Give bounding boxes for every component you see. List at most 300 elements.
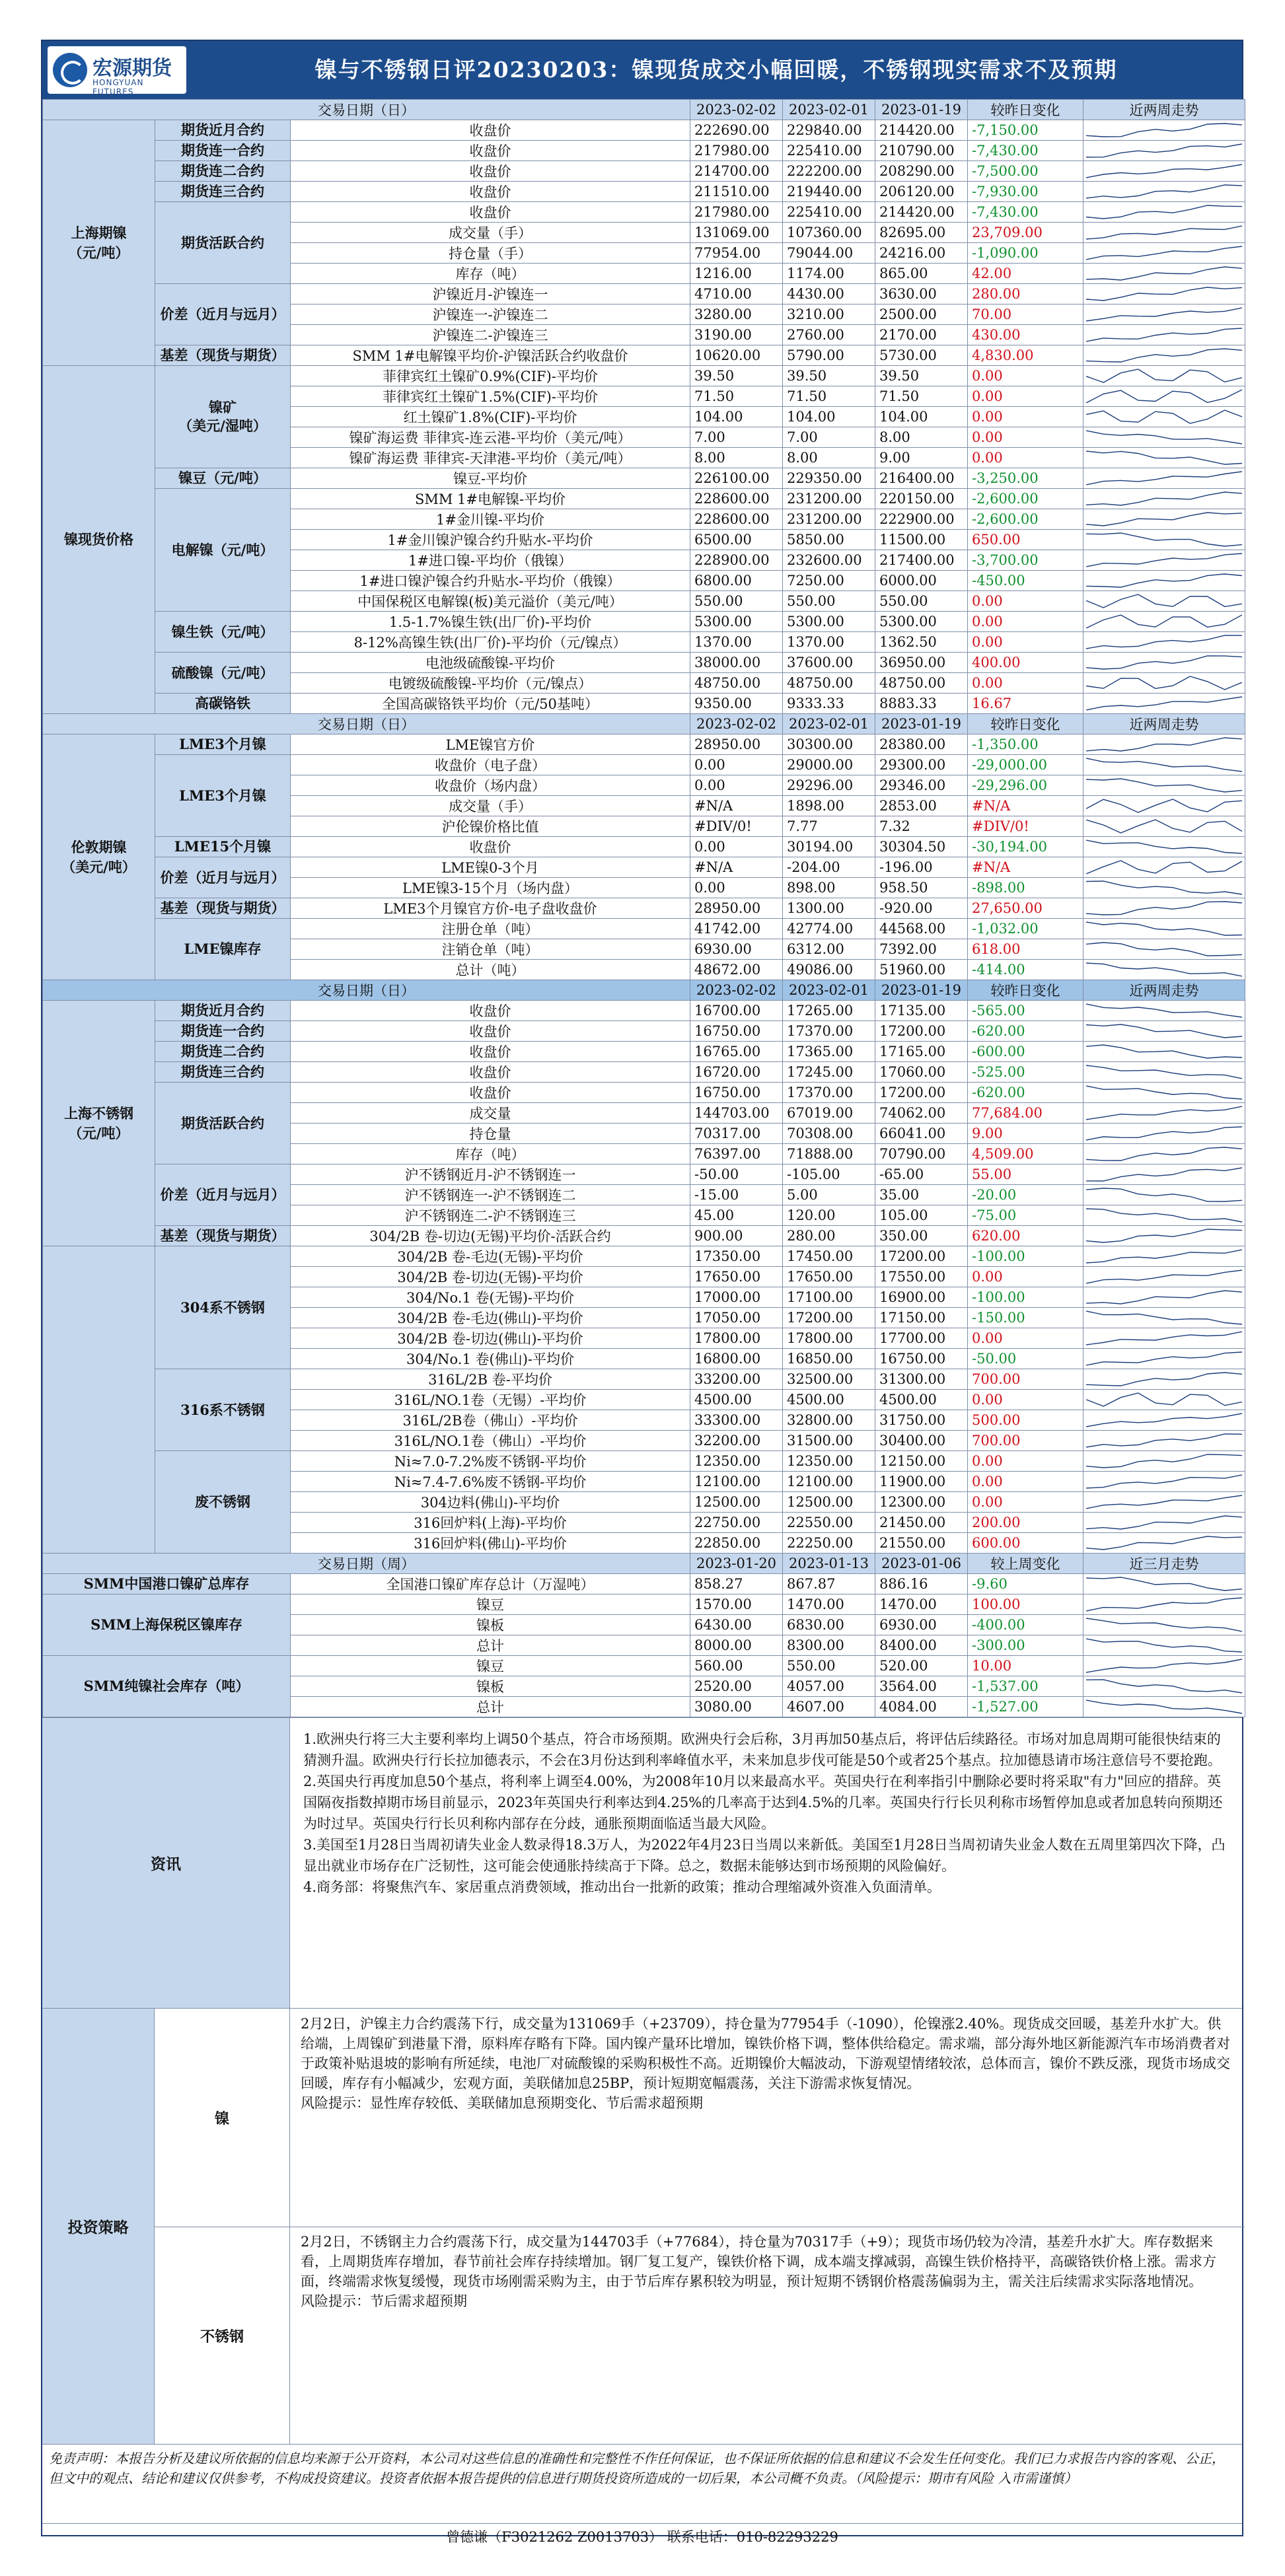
table-header-row xyxy=(43,980,1245,1001)
value-change: -29,000.00 xyxy=(968,755,1083,775)
sparkline-icon xyxy=(1086,757,1242,773)
trend-cell xyxy=(1083,1308,1245,1328)
value-change: -525.00 xyxy=(968,1062,1083,1083)
trend-cell xyxy=(1083,223,1245,243)
value-date-2: 22250.00 xyxy=(783,1533,875,1554)
sparkline-icon xyxy=(1086,266,1242,281)
value-date-2: 31500.00 xyxy=(783,1431,875,1451)
table-row xyxy=(43,1246,1245,1267)
row-label: 304/No.1 卷(佛山)-平均价 xyxy=(291,1349,690,1369)
sparkline-icon xyxy=(1086,1617,1242,1633)
value-date-1: 9350.00 xyxy=(690,694,783,714)
header-change: 较昨日变化 xyxy=(968,100,1083,120)
value-change: 16.67 xyxy=(968,694,1083,714)
value-date-3: 7392.00 xyxy=(875,939,968,960)
value-date-3: 17150.00 xyxy=(875,1308,968,1328)
sparkline-icon xyxy=(1086,777,1242,793)
value-date-1: 0.00 xyxy=(690,878,783,898)
value-change: 0.00 xyxy=(968,407,1083,427)
header-date-3: 2023-01-19 xyxy=(875,980,968,1001)
row-label: 镍矿海运费 菲律宾-连云港-平均价（美元/吨） xyxy=(291,427,690,448)
value-date-3: 206120.00 xyxy=(875,182,968,202)
value-date-3: 66041.00 xyxy=(875,1124,968,1144)
sparkline-icon xyxy=(1086,1105,1242,1121)
value-date-2: 71888.00 xyxy=(783,1144,875,1164)
value-date-2: 48750.00 xyxy=(783,673,875,694)
value-date-3: 216400.00 xyxy=(875,468,968,489)
row-subcategory: 期货连二合约 xyxy=(155,161,291,182)
value-date-2: 17365.00 xyxy=(783,1042,875,1062)
value-change: -30,194.00 xyxy=(968,837,1083,857)
value-date-2: 1174.00 xyxy=(783,264,875,284)
trend-cell xyxy=(1083,898,1245,919)
value-change: 618.00 xyxy=(968,939,1083,960)
trend-cell xyxy=(1083,1492,1245,1513)
trend-cell xyxy=(1083,1103,1245,1124)
row-label: 1#金川镍-平均价 xyxy=(291,509,690,530)
row-label: 收盘价（场内盘） xyxy=(291,775,690,796)
row-label: LME镍0-3个月 xyxy=(291,857,690,878)
sparkline-icon xyxy=(1086,941,1242,957)
value-change: -600.00 xyxy=(968,1042,1083,1062)
sparkline-icon xyxy=(1086,1433,1242,1449)
sparkline-icon xyxy=(1086,450,1242,466)
value-date-1: 228600.00 xyxy=(690,489,783,509)
value-date-1: 226100.00 xyxy=(690,468,783,489)
row-subcategory: 期货连一合约 xyxy=(155,1021,291,1042)
value-date-3: 8883.33 xyxy=(875,694,968,714)
value-date-1: #N/A xyxy=(690,796,783,816)
row-subcategory: 期货连三合约 xyxy=(155,182,291,202)
value-date-2: 30300.00 xyxy=(783,734,875,755)
row-subcategory: LME3个月镍 xyxy=(155,734,291,755)
group-category: 上海不锈钢 （元/吨） xyxy=(43,1001,155,1246)
value-change: 500.00 xyxy=(968,1410,1083,1431)
row-label: SMM 1#电解镍-平均价 xyxy=(291,489,690,509)
trend-cell xyxy=(1083,673,1245,694)
row-label: 收盘价 xyxy=(291,120,690,141)
value-date-1: 41742.00 xyxy=(690,919,783,939)
value-date-1: 2520.00 xyxy=(690,1676,783,1697)
group-category xyxy=(43,1246,155,1554)
row-category: SMM中国港口镍矿总库存 xyxy=(43,1574,291,1594)
sparkline-icon xyxy=(1086,1085,1242,1100)
value-change: -9.60 xyxy=(968,1574,1083,1594)
value-date-1: 16720.00 xyxy=(690,1062,783,1083)
value-date-2: 17370.00 xyxy=(783,1021,875,1042)
trend-cell xyxy=(1083,407,1245,427)
row-label: 镍板 xyxy=(291,1676,690,1697)
strategy-label: 投资策略 xyxy=(42,2009,155,2444)
row-label: 沪镍连二-沪镍连三 xyxy=(291,325,690,345)
value-date-1: 6930.00 xyxy=(690,939,783,960)
row-subcategory: 基差（现货与期货） xyxy=(155,898,291,919)
value-date-2: 550.00 xyxy=(783,591,875,612)
trend-cell xyxy=(1083,182,1245,202)
row-label: 注销仓单（吨） xyxy=(291,939,690,960)
row-label: 中国保税区电解镍(板)美元溢价（美元/吨） xyxy=(291,591,690,612)
value-date-2: 1470.00 xyxy=(783,1594,875,1615)
value-change: -75.00 xyxy=(968,1205,1083,1226)
value-date-1: 211510.00 xyxy=(690,182,783,202)
value-date-1: 17350.00 xyxy=(690,1246,783,1267)
value-change: 100.00 xyxy=(968,1594,1083,1615)
value-date-3: 17165.00 xyxy=(875,1042,968,1062)
value-date-2: 6312.00 xyxy=(783,939,875,960)
data-table-area xyxy=(42,99,1242,1717)
trend-cell xyxy=(1083,694,1245,714)
value-change: 55.00 xyxy=(968,1164,1083,1185)
value-date-2: 550.00 xyxy=(783,1656,875,1676)
value-date-1: 10620.00 xyxy=(690,345,783,366)
table-row xyxy=(43,366,1245,386)
value-date-1: -15.00 xyxy=(690,1185,783,1205)
value-change: -3,250.00 xyxy=(968,468,1083,489)
value-date-3: 6000.00 xyxy=(875,571,968,591)
header-change: 较昨日变化 xyxy=(968,714,1083,734)
sparkline-icon xyxy=(1086,1187,1242,1203)
trend-cell xyxy=(1083,1246,1245,1267)
row-label: 1.5-1.7%镍生铁(出厂价)-平均价 xyxy=(291,612,690,632)
value-date-2: 280.00 xyxy=(783,1226,875,1246)
table-row xyxy=(43,1001,1245,1021)
value-date-1: 228600.00 xyxy=(690,509,783,530)
value-date-1: 45.00 xyxy=(690,1205,783,1226)
trend-cell xyxy=(1083,1472,1245,1492)
value-date-1: 33300.00 xyxy=(690,1410,783,1431)
row-label: 库存（吨） xyxy=(291,1144,690,1164)
sparkline-icon xyxy=(1086,1596,1242,1612)
value-change: -1,032.00 xyxy=(968,919,1083,939)
trend-cell xyxy=(1083,1226,1245,1246)
value-date-2: 232600.00 xyxy=(783,550,875,571)
row-label: 成交量（手） xyxy=(291,796,690,816)
value-change: 700.00 xyxy=(968,1431,1083,1451)
sparkline-icon xyxy=(1086,1023,1242,1039)
value-date-3: 958.50 xyxy=(875,878,968,898)
trend-cell xyxy=(1083,1594,1245,1615)
sparkline-icon xyxy=(1086,1351,1242,1367)
value-date-3: 36950.00 xyxy=(875,653,968,673)
value-change: -7,500.00 xyxy=(968,161,1083,182)
value-date-1: 39.50 xyxy=(690,366,783,386)
value-date-2: 104.00 xyxy=(783,407,875,427)
value-change: 620.00 xyxy=(968,1226,1083,1246)
value-date-1: 17650.00 xyxy=(690,1267,783,1287)
row-label: 收盘价 xyxy=(291,1083,690,1103)
value-change: -3,700.00 xyxy=(968,550,1083,571)
value-date-3: 11900.00 xyxy=(875,1472,968,1492)
value-change: 0.00 xyxy=(968,632,1083,653)
value-date-3: 6930.00 xyxy=(875,1615,968,1635)
sparkline-icon xyxy=(1086,634,1242,650)
table-row xyxy=(43,919,1245,939)
row-subcategory: 期货连三合约 xyxy=(155,1062,291,1083)
value-change: 0.00 xyxy=(968,1390,1083,1410)
value-date-2: 5.00 xyxy=(783,1185,875,1205)
value-change: 400.00 xyxy=(968,653,1083,673)
value-change: 10.00 xyxy=(968,1656,1083,1676)
trend-cell xyxy=(1083,1164,1245,1185)
header-date-2: 2023-02-01 xyxy=(783,714,875,734)
trend-cell xyxy=(1083,325,1245,345)
value-date-2: 231200.00 xyxy=(783,509,875,530)
row-subcategory: 价差（近月与远月） xyxy=(155,1164,291,1226)
sparkline-icon xyxy=(1086,962,1242,978)
sparkline-icon xyxy=(1086,388,1242,404)
header-trend: 近三月走势 xyxy=(1083,1554,1245,1574)
trend-cell xyxy=(1083,304,1245,325)
value-date-3: 210790.00 xyxy=(875,141,968,161)
value-change: -7,150.00 xyxy=(968,120,1083,141)
value-date-3: 17200.00 xyxy=(875,1021,968,1042)
value-date-1: 17800.00 xyxy=(690,1328,783,1349)
row-subcategory: 价差（近月与远月） xyxy=(155,284,291,345)
sparkline-icon xyxy=(1086,1576,1242,1592)
value-change: 4,509.00 xyxy=(968,1144,1083,1164)
value-date-2: 120.00 xyxy=(783,1205,875,1226)
trend-cell xyxy=(1083,141,1245,161)
value-date-1: 217980.00 xyxy=(690,141,783,161)
value-change: -1,537.00 xyxy=(968,1676,1083,1697)
table-row xyxy=(43,1021,1245,1042)
value-date-3: 105.00 xyxy=(875,1205,968,1226)
sparkline-icon xyxy=(1086,225,1242,240)
news-label: 资讯 xyxy=(42,1718,290,2008)
value-change: 280.00 xyxy=(968,284,1083,304)
row-subcategory: 镍矿 （美元/湿吨） xyxy=(155,366,291,468)
value-date-2: 231200.00 xyxy=(783,489,875,509)
value-date-3: 2853.00 xyxy=(875,796,968,816)
header-trend: 近两周走势 xyxy=(1083,980,1245,1001)
table-row xyxy=(43,284,1245,304)
value-change: -2,600.00 xyxy=(968,509,1083,530)
sparkline-icon xyxy=(1086,511,1242,527)
trend-cell xyxy=(1083,1410,1245,1431)
table-row xyxy=(43,345,1245,366)
trend-cell xyxy=(1083,1574,1245,1594)
row-subcategory: 316系不锈钢 xyxy=(155,1369,291,1451)
row-label: 304/No.1 卷(无锡)-平均价 xyxy=(291,1287,690,1308)
trend-cell xyxy=(1083,1533,1245,1554)
value-date-3: 17060.00 xyxy=(875,1062,968,1083)
value-date-3: 886.16 xyxy=(875,1574,968,1594)
trend-cell xyxy=(1083,1369,1245,1390)
row-subcategory: LME3个月镍 xyxy=(155,755,291,837)
table-row xyxy=(43,182,1245,202)
value-date-1: 5300.00 xyxy=(690,612,783,632)
row-label: 收盘价 xyxy=(291,202,690,223)
value-change: -1,527.00 xyxy=(968,1697,1083,1717)
trend-cell xyxy=(1083,1656,1245,1676)
value-date-1: 76397.00 xyxy=(690,1144,783,1164)
value-date-1: 71.50 xyxy=(690,386,783,407)
value-date-2: 1898.00 xyxy=(783,796,875,816)
value-date-3: -196.00 xyxy=(875,857,968,878)
table-row xyxy=(43,1574,1245,1594)
table-row xyxy=(43,1594,1245,1615)
table-row xyxy=(43,1226,1245,1246)
value-change: -100.00 xyxy=(968,1246,1083,1267)
value-change: 0.00 xyxy=(968,612,1083,632)
sparkline-icon xyxy=(1086,1289,1242,1305)
sparkline-icon xyxy=(1086,470,1242,486)
value-date-3: 1470.00 xyxy=(875,1594,968,1615)
value-date-3: -920.00 xyxy=(875,898,968,919)
value-date-1: 33200.00 xyxy=(690,1369,783,1390)
row-subcategory: 期货连一合约 xyxy=(155,141,291,161)
header-date-label: 交易日期（日） xyxy=(43,714,690,734)
sparkline-icon xyxy=(1086,1678,1242,1694)
value-date-2: 22550.00 xyxy=(783,1513,875,1533)
value-date-3: 17700.00 xyxy=(875,1328,968,1349)
trend-cell xyxy=(1083,386,1245,407)
header-change: 较昨日变化 xyxy=(968,980,1083,1001)
value-date-1: 0.00 xyxy=(690,775,783,796)
value-date-3: 74062.00 xyxy=(875,1103,968,1124)
row-subcategory: 废不锈钢 xyxy=(155,1451,291,1554)
value-date-1: 16800.00 xyxy=(690,1349,783,1369)
trend-cell xyxy=(1083,1635,1245,1656)
trend-cell xyxy=(1083,489,1245,509)
sparkline-icon xyxy=(1086,1166,1242,1182)
trend-cell xyxy=(1083,161,1245,182)
value-change: 0.00 xyxy=(968,1328,1083,1349)
sparkline-icon xyxy=(1086,921,1242,937)
sparkline-icon xyxy=(1086,286,1242,302)
trend-cell xyxy=(1083,632,1245,653)
table-row xyxy=(43,1042,1245,1062)
value-date-2: 79044.00 xyxy=(783,243,875,264)
header-date-1: 2023-02-02 xyxy=(690,100,783,120)
trend-cell xyxy=(1083,284,1245,304)
row-label: 成交量（手） xyxy=(291,223,690,243)
sparkline-icon xyxy=(1086,818,1242,834)
trend-cell xyxy=(1083,591,1245,612)
table-row xyxy=(43,1369,1245,1390)
sparkline-icon xyxy=(1086,880,1242,896)
sparkline-icon xyxy=(1086,1371,1242,1387)
row-label: 库存（吨） xyxy=(291,264,690,284)
strategy-stainless-text: 2月2日，不锈钢主力合约震荡下行，成交量为144703手（+77684），持仓量为70317手（+9）；现货市场仍较为冷清，基差升水扩大。库存数据来看，上周期货库存增加，春节前社会库存持续增加。钢厂复工复产，镍铁价格下调，成本端支撑减弱，高镍生铁价格持平，高碳铬铁价格上涨。需求方面，终端需求恢复缓慢，现货市场刚需采购为主，由于节后库存累积较为明显，预计短期不锈钢价格震荡偏弱为主，需关注后续需求实际落地情况。 风险提示：节后需求超预期 xyxy=(301,2234,1216,2309)
value-date-2: -105.00 xyxy=(783,1164,875,1185)
report-page xyxy=(41,40,1243,2545)
value-date-1: 7.00 xyxy=(690,427,783,448)
row-label: 316L/2B卷（佛山）-平均价 xyxy=(291,1410,690,1431)
value-change: -898.00 xyxy=(968,878,1083,898)
value-date-2: 3210.00 xyxy=(783,304,875,325)
value-date-3: 12150.00 xyxy=(875,1451,968,1472)
row-label: 收盘价 xyxy=(291,1001,690,1021)
value-date-2: 12350.00 xyxy=(783,1451,875,1472)
sparkline-icon xyxy=(1086,491,1242,507)
value-date-3: 550.00 xyxy=(875,591,968,612)
trend-cell xyxy=(1083,857,1245,878)
sparkline-icon xyxy=(1086,1412,1242,1428)
value-date-3: 17550.00 xyxy=(875,1267,968,1287)
report-header xyxy=(42,41,1242,99)
table-row xyxy=(43,734,1245,755)
value-date-3: -65.00 xyxy=(875,1164,968,1185)
strategy-nickel-text: 2月2日，沪镍主力合约震荡下行，成交量为131069手（+23709），持仓量为77954手（-1090），伦镍涨2.40%。现货成交回暖，基差升水扩大。供给端，上周镍矿到港量下滑，原料库存略有下降。国内镍产量环比增加，镍铁价格下调，整体供给稳定。需求端，部分海外地区新能源汽车市场消费者对于政策补贴退坡的影响有所延续，电池厂对硫酸镍的采购积极性不高。近期镍价大幅波动，下游观望情绪较浓，总体而言，镍价不跌反涨，现货市场成交回暖，库存有小幅减少，宏观方面，美联储加息25BP，预计短期宽幅震荡，关注下游需求恢复情况。 风险提示：显性库存较低、美联储加息预期变化、节后需求超预期 xyxy=(301,2016,1230,2111)
row-subcategory: 高碳铬铁 xyxy=(155,694,291,714)
value-date-3: 30304.50 xyxy=(875,837,968,857)
sparkline-icon xyxy=(1086,900,1242,916)
value-change: -100.00 xyxy=(968,1287,1083,1308)
value-date-1: 6430.00 xyxy=(690,1615,783,1635)
value-date-2: 17650.00 xyxy=(783,1267,875,1287)
trend-cell xyxy=(1083,1287,1245,1308)
sparkline-icon xyxy=(1086,327,1242,343)
value-date-1: 0.00 xyxy=(690,755,783,775)
row-label: 304/2B 卷-毛边(无锡)-平均价 xyxy=(291,1246,690,1267)
disclaimer: 免责声明：本报告分析及建议所依据的信息均来源于公开资料，本公司对这些信息的准确性和完整性不作任何保证，也不保证所依据的信息和建议不会发生任何变化。我们已力求报告内容的客观、公正，但文中的观点、结论和建议仅供参考，不构成投资建议。投资者依据本报告提供的信息进行期货投资所造成的一切后果，本公司概不负责。（风险提示：期市有风险 入市需谨慎） xyxy=(42,2444,1242,2523)
value-date-2: 229840.00 xyxy=(783,120,875,141)
value-date-1: 217980.00 xyxy=(690,202,783,223)
row-subcategory: 期货活跃合约 xyxy=(155,1083,291,1164)
trend-cell xyxy=(1083,468,1245,489)
trend-cell xyxy=(1083,1431,1245,1451)
row-label: 总计（吨） xyxy=(291,960,690,980)
logo-cn: 宏源期货 xyxy=(92,57,172,80)
value-date-1: 16750.00 xyxy=(690,1021,783,1042)
value-date-1: 12500.00 xyxy=(690,1492,783,1513)
row-label: LME3个月镍官方价-电子盘收盘价 xyxy=(291,898,690,919)
sparkline-icon xyxy=(1086,675,1242,691)
sparkline-icon xyxy=(1086,1453,1242,1469)
sparkline-icon xyxy=(1086,1535,1242,1551)
row-subcategory: 304系不锈钢 xyxy=(155,1246,291,1369)
sparkline-icon xyxy=(1086,1248,1242,1264)
value-date-1: 4500.00 xyxy=(690,1390,783,1410)
sparkline-icon xyxy=(1086,1228,1242,1244)
value-date-1: 8000.00 xyxy=(690,1635,783,1656)
value-date-2: 42774.00 xyxy=(783,919,875,939)
row-label: 收盘价 xyxy=(291,182,690,202)
row-label: 收盘价 xyxy=(291,161,690,182)
row-label: 收盘价 xyxy=(291,1042,690,1062)
table-header-row xyxy=(43,714,1245,734)
header-trend: 近两周走势 xyxy=(1083,714,1245,734)
strategy-stainless-label: 不锈钢 xyxy=(155,2227,290,2445)
value-change: #N/A xyxy=(968,796,1083,816)
value-date-3: 30400.00 xyxy=(875,1431,968,1451)
sparkline-icon xyxy=(1086,347,1242,363)
value-date-1: 0.00 xyxy=(690,837,783,857)
value-date-2: 5300.00 xyxy=(783,612,875,632)
row-label: 持仓量 xyxy=(291,1124,690,1144)
value-date-1: 12350.00 xyxy=(690,1451,783,1472)
table-row xyxy=(43,120,1245,141)
company-logo xyxy=(48,46,186,94)
trend-cell xyxy=(1083,1144,1245,1164)
value-change: 0.00 xyxy=(968,591,1083,612)
row-label: 镍豆 xyxy=(291,1594,690,1615)
value-date-3: 4500.00 xyxy=(875,1390,968,1410)
strategy-nickel-label: 镍 xyxy=(155,2009,290,2227)
value-change: 4,830.00 xyxy=(968,345,1083,366)
value-change: 700.00 xyxy=(968,1369,1083,1390)
table-header-row xyxy=(43,100,1245,120)
value-date-3: 220150.00 xyxy=(875,489,968,509)
value-date-1: 550.00 xyxy=(690,591,783,612)
value-date-2: 70308.00 xyxy=(783,1124,875,1144)
sparkline-icon xyxy=(1086,1474,1242,1489)
row-label: 316L/2B 卷-平均价 xyxy=(291,1369,690,1390)
value-change: -2,600.00 xyxy=(968,489,1083,509)
trend-cell xyxy=(1083,796,1245,816)
value-change: -400.00 xyxy=(968,1615,1083,1635)
